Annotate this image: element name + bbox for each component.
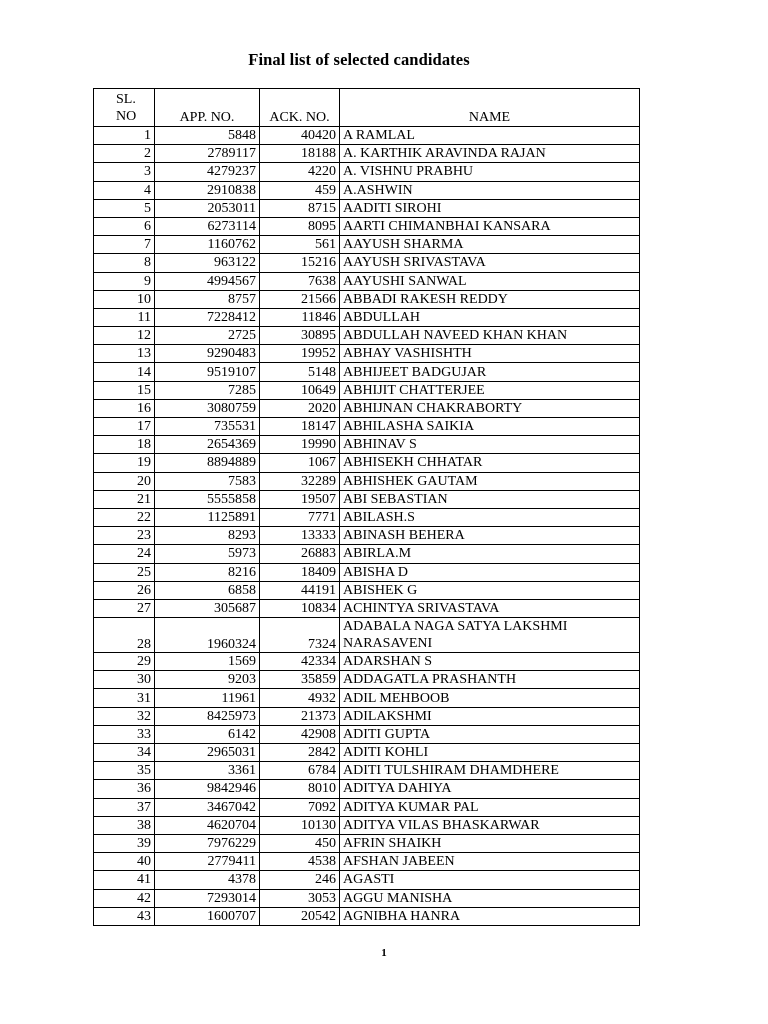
cell-name: AAYUSHI SANWAL (340, 272, 640, 290)
table-row (94, 744, 640, 762)
table-row (94, 254, 640, 272)
cell-app-no: 4620704 (155, 816, 260, 834)
table-row (94, 363, 640, 381)
table-row (94, 217, 640, 235)
cell-sl-no: 42 (94, 889, 155, 907)
table-row (94, 308, 640, 326)
table-row (94, 436, 640, 454)
table-row (94, 145, 640, 163)
table-row (94, 399, 640, 417)
cell-sl-no: 21 (94, 490, 155, 508)
cell-app-no: 1569 (155, 653, 260, 671)
cell-app-no: 2053011 (155, 199, 260, 217)
table-row (94, 127, 640, 145)
table-row (94, 798, 640, 816)
cell-ack-no: 10834 (260, 599, 340, 617)
cell-app-no: 4994567 (155, 272, 260, 290)
cell-ack-no: 3053 (260, 889, 340, 907)
cell-app-no: 7293014 (155, 889, 260, 907)
table-row (94, 563, 640, 581)
cell-app-no: 7976229 (155, 834, 260, 852)
cell-sl-no: 32 (94, 707, 155, 725)
table-body (94, 127, 640, 926)
cell-app-no: 7583 (155, 472, 260, 490)
cell-ack-no: 42908 (260, 725, 340, 743)
cell-app-no: 9519107 (155, 363, 260, 381)
cell-name: ABDULLAH NAVEED KHAN KHAN (340, 327, 640, 345)
cell-app-no: 2779411 (155, 853, 260, 871)
cell-ack-no: 19952 (260, 345, 340, 363)
cell-sl-no: 15 (94, 381, 155, 399)
table-row (94, 508, 640, 526)
cell-app-no: 2965031 (155, 744, 260, 762)
sl-header-line1: SL. (116, 92, 136, 107)
cell-name: ABIRLA.M (340, 545, 640, 563)
table-row (94, 454, 640, 472)
cell-sl-no: 20 (94, 472, 155, 490)
cell-app-no: 9203 (155, 671, 260, 689)
column-header-name: NAME (340, 89, 640, 127)
cell-app-no: 11961 (155, 689, 260, 707)
table-row (94, 327, 640, 345)
cell-app-no: 735531 (155, 418, 260, 436)
cell-name: ADITI KOHLI (340, 744, 640, 762)
cell-app-no: 6142 (155, 725, 260, 743)
cell-name: A RAMLAL (340, 127, 640, 145)
cell-name: A. VISHNU PRABHU (340, 163, 640, 181)
cell-app-no: 5973 (155, 545, 260, 563)
cell-sl-no: 7 (94, 236, 155, 254)
cell-ack-no: 32289 (260, 472, 340, 490)
cell-sl-no: 39 (94, 834, 155, 852)
cell-name: A.ASHWIN (340, 181, 640, 199)
cell-name: ABHIJNAN CHAKRABORTY (340, 399, 640, 417)
cell-ack-no: 8715 (260, 199, 340, 217)
table-header-row (94, 89, 640, 127)
cell-name: ACHINTYA SRIVASTAVA (340, 599, 640, 617)
cell-name: ABISHEK G (340, 581, 640, 599)
cell-sl-no: 13 (94, 345, 155, 363)
table-row (94, 653, 640, 671)
cell-sl-no: 43 (94, 907, 155, 925)
cell-sl-no: 34 (94, 744, 155, 762)
cell-name: ADITYA DAHIYA (340, 780, 640, 798)
cell-sl-no: 37 (94, 798, 155, 816)
cell-name: AGGU MANISHA (340, 889, 640, 907)
cell-ack-no: 20542 (260, 907, 340, 925)
cell-app-no: 1160762 (155, 236, 260, 254)
cell-name: ABISHA D (340, 563, 640, 581)
cell-name: ABHILASHA SAIKIA (340, 418, 640, 436)
cell-app-no: 2789117 (155, 145, 260, 163)
cell-name: AADITI SIROHI (340, 199, 640, 217)
cell-name: AGNIBHA HANRA (340, 907, 640, 925)
cell-sl-no: 19 (94, 454, 155, 472)
cell-name: ADITI GUPTA (340, 725, 640, 743)
cell-ack-no: 19507 (260, 490, 340, 508)
cell-ack-no: 8095 (260, 217, 340, 235)
cell-name: AAYUSH SHARMA (340, 236, 640, 254)
cell-app-no: 3467042 (155, 798, 260, 816)
table-row (94, 290, 640, 308)
cell-sl-no: 23 (94, 527, 155, 545)
table-row (94, 381, 640, 399)
cell-sl-no: 38 (94, 816, 155, 834)
table-row (94, 816, 640, 834)
cell-name: ADITI TULSHIRAM DHAMDHERE (340, 762, 640, 780)
cell-app-no: 2725 (155, 327, 260, 345)
table-row (94, 345, 640, 363)
cell-sl-no: 4 (94, 181, 155, 199)
cell-sl-no: 2 (94, 145, 155, 163)
cell-app-no: 305687 (155, 599, 260, 617)
cell-name: AARTI CHIMANBHAI KANSARA (340, 217, 640, 235)
table-row (94, 725, 640, 743)
cell-sl-no: 10 (94, 290, 155, 308)
cell-ack-no: 8010 (260, 780, 340, 798)
table-row (94, 618, 640, 653)
cell-sl-no: 3 (94, 163, 155, 181)
cell-name: AAYUSH SRIVASTAVA (340, 254, 640, 272)
cell-app-no: 4279237 (155, 163, 260, 181)
cell-app-no: 8894889 (155, 454, 260, 472)
cell-app-no: 3080759 (155, 399, 260, 417)
cell-app-no: 8425973 (155, 707, 260, 725)
cell-sl-no: 14 (94, 363, 155, 381)
cell-name: ABDULLAH (340, 308, 640, 326)
table-row (94, 490, 640, 508)
cell-name: ADARSHAN S (340, 653, 640, 671)
cell-ack-no: 1067 (260, 454, 340, 472)
cell-ack-no: 44191 (260, 581, 340, 599)
cell-sl-no: 12 (94, 327, 155, 345)
cell-ack-no: 4932 (260, 689, 340, 707)
cell-ack-no: 4538 (260, 853, 340, 871)
cell-app-no: 963122 (155, 254, 260, 272)
cell-ack-no: 18147 (260, 418, 340, 436)
table-row (94, 889, 640, 907)
table-row (94, 780, 640, 798)
table-row (94, 199, 640, 217)
cell-name: ADITYA KUMAR PAL (340, 798, 640, 816)
cell-ack-no: 18188 (260, 145, 340, 163)
cell-ack-no: 21373 (260, 707, 340, 725)
cell-sl-no: 5 (94, 199, 155, 217)
column-header-ack-no: ACK. NO. (260, 89, 340, 127)
cell-app-no: 7228412 (155, 308, 260, 326)
cell-app-no: 9842946 (155, 780, 260, 798)
cell-name: AFSHAN JABEEN (340, 853, 640, 871)
cell-sl-no: 26 (94, 581, 155, 599)
cell-name: ADDAGATLA PRASHANTH (340, 671, 640, 689)
cell-app-no: 7285 (155, 381, 260, 399)
cell-sl-no: 17 (94, 418, 155, 436)
table-row (94, 762, 640, 780)
cell-name: A. KARTHIK ARAVINDA RAJAN (340, 145, 640, 163)
table-row (94, 581, 640, 599)
table-row (94, 236, 640, 254)
cell-app-no: 5555858 (155, 490, 260, 508)
cell-name: ABHINAV S (340, 436, 640, 454)
cell-sl-no: 25 (94, 563, 155, 581)
cell-ack-no: 7638 (260, 272, 340, 290)
cell-app-no: 4378 (155, 871, 260, 889)
cell-name: ABHISEKH CHHATAR (340, 454, 640, 472)
cell-ack-no: 10130 (260, 816, 340, 834)
cell-sl-no: 29 (94, 653, 155, 671)
cell-ack-no: 13333 (260, 527, 340, 545)
cell-app-no: 6858 (155, 581, 260, 599)
cell-ack-no: 21566 (260, 290, 340, 308)
table-row (94, 707, 640, 725)
cell-sl-no: 40 (94, 853, 155, 871)
cell-sl-no: 11 (94, 308, 155, 326)
table-row (94, 599, 640, 617)
cell-ack-no: 450 (260, 834, 340, 852)
cell-sl-no: 6 (94, 217, 155, 235)
table-row (94, 853, 640, 871)
cell-name: ABILASH.S (340, 508, 640, 526)
cell-ack-no: 4220 (260, 163, 340, 181)
cell-name: ABINASH BEHERA (340, 527, 640, 545)
cell-ack-no: 15216 (260, 254, 340, 272)
cell-ack-no: 10649 (260, 381, 340, 399)
cell-sl-no: 9 (94, 272, 155, 290)
cell-sl-no: 28 (94, 618, 155, 653)
cell-name: ABBADI RAKESH REDDY (340, 290, 640, 308)
cell-app-no: 2654369 (155, 436, 260, 454)
cell-name: AGASTI (340, 871, 640, 889)
table-row (94, 834, 640, 852)
cell-name: ADIL MEHBOOB (340, 689, 640, 707)
cell-name: ABHAY VASHISHTH (340, 345, 640, 363)
cell-app-no: 1600707 (155, 907, 260, 925)
table-row (94, 689, 640, 707)
cell-ack-no: 6784 (260, 762, 340, 780)
cell-ack-no: 7771 (260, 508, 340, 526)
table-row (94, 418, 640, 436)
cell-ack-no: 2020 (260, 399, 340, 417)
table-row (94, 181, 640, 199)
cell-name: ABHISHEK GAUTAM (340, 472, 640, 490)
candidates-table (93, 88, 640, 926)
cell-ack-no: 11846 (260, 308, 340, 326)
cell-ack-no: 30895 (260, 327, 340, 345)
cell-name: ABI SEBASTIAN (340, 490, 640, 508)
cell-ack-no: 2842 (260, 744, 340, 762)
cell-ack-no: 40420 (260, 127, 340, 145)
sl-header-line2: NO (116, 109, 137, 124)
cell-sl-no: 16 (94, 399, 155, 417)
cell-ack-no: 5148 (260, 363, 340, 381)
column-header-app-no: APP. NO. (155, 89, 260, 127)
cell-sl-no: 31 (94, 689, 155, 707)
cell-name: ABHIJEET BADGUJAR (340, 363, 640, 381)
table-row (94, 545, 640, 563)
cell-app-no: 6273114 (155, 217, 260, 235)
cell-ack-no: 42334 (260, 653, 340, 671)
cell-app-no: 8757 (155, 290, 260, 308)
table-row (94, 671, 640, 689)
cell-app-no: 9290483 (155, 345, 260, 363)
cell-app-no: 2910838 (155, 181, 260, 199)
cell-ack-no: 459 (260, 181, 340, 199)
table-row (94, 527, 640, 545)
cell-ack-no: 7092 (260, 798, 340, 816)
cell-sl-no: 22 (94, 508, 155, 526)
cell-sl-no: 24 (94, 545, 155, 563)
cell-ack-no: 19990 (260, 436, 340, 454)
table-row (94, 272, 640, 290)
table-row (94, 907, 640, 925)
cell-sl-no: 35 (94, 762, 155, 780)
cell-name: AFRIN SHAIKH (340, 834, 640, 852)
cell-ack-no: 35859 (260, 671, 340, 689)
cell-sl-no: 27 (94, 599, 155, 617)
column-header-sl-no (94, 89, 155, 127)
cell-ack-no: 561 (260, 236, 340, 254)
cell-sl-no: 18 (94, 436, 155, 454)
cell-sl-no: 8 (94, 254, 155, 272)
cell-sl-no: 36 (94, 780, 155, 798)
page-number: 1 (381, 947, 387, 959)
cell-name: ADABALA NAGA SATYA LAKSHMI NARASAVENI (340, 618, 640, 653)
cell-ack-no: 26883 (260, 545, 340, 563)
cell-app-no: 3361 (155, 762, 260, 780)
table-row (94, 163, 640, 181)
table-row (94, 871, 640, 889)
cell-app-no: 8293 (155, 527, 260, 545)
cell-name: ADITYA VILAS BHASKARWAR (340, 816, 640, 834)
cell-sl-no: 33 (94, 725, 155, 743)
document-title: Final list of selected candidates (248, 50, 470, 69)
cell-app-no: 5848 (155, 127, 260, 145)
cell-app-no: 1125891 (155, 508, 260, 526)
table-row (94, 472, 640, 490)
cell-name: ADILAKSHMI (340, 707, 640, 725)
cell-app-no: 1960324 (155, 618, 260, 653)
cell-sl-no: 30 (94, 671, 155, 689)
cell-sl-no: 41 (94, 871, 155, 889)
cell-sl-no: 1 (94, 127, 155, 145)
cell-app-no: 8216 (155, 563, 260, 581)
cell-name: ABHIJIT CHATTERJEE (340, 381, 640, 399)
cell-ack-no: 246 (260, 871, 340, 889)
cell-ack-no: 18409 (260, 563, 340, 581)
cell-ack-no: 7324 (260, 618, 340, 653)
